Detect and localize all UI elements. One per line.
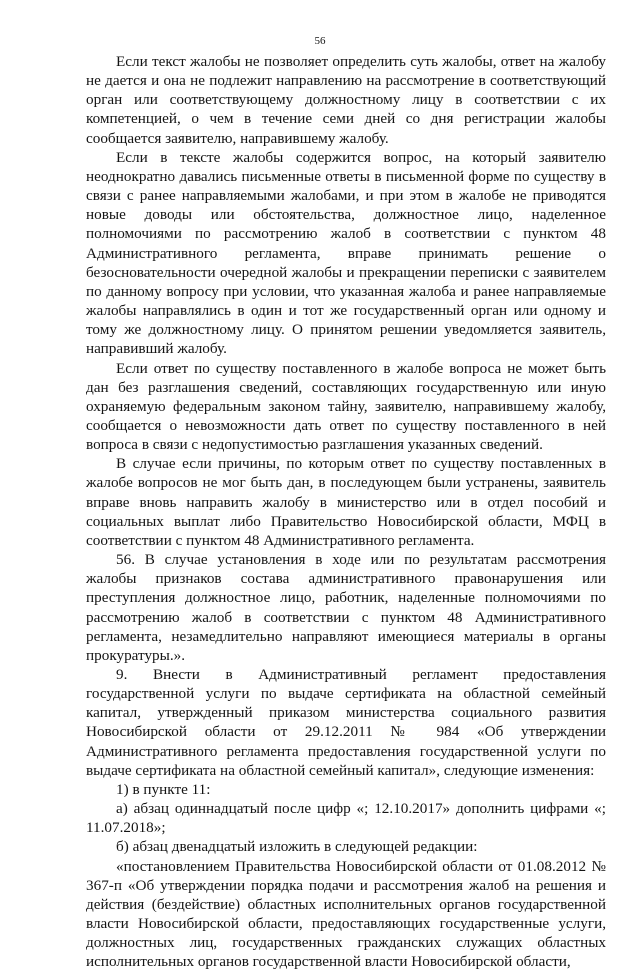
paragraph-repeated-complaint: Если в тексте жалобы содержится вопрос, на который заявителю неоднократно давались письменные ответы в письменной форме по существу в связи с ранее направляемыми жалобами, и при этом в жалобе не приводятся новые доводы или обстоятельства, должностное лицо, наделенное полномочиями по рассмотрению жалоб в соответствии с пунктом 48 Административного регламента, вправе принимать решение о безосновательности очередной жалобы и прекращении переписки с заявителем по данному вопросу при условии, что указанная жалоба и ранее направляемые жалобы направлялись в один и тот же государственный орган или одному и тому же должностному лицу. О принятом решении уведомляется заявитель, направивший жалобу. — [86, 148, 606, 358]
paragraph-state-secret: Если ответ по существу поставленного в жалобе вопроса не может быть дан без разглашения сведений, составляющих государственную или иную охраняемую федеральным законом тайну, заявителю, направившему жалобу, сообщается о невозможности дать ответ по существу поставленного в ней вопроса в связи с недопустимостью разглашения указанных сведений. — [86, 359, 606, 454]
paragraph-resubmission: В случае если причины, по которым ответ по существу поставленных в жалобе вопросов не мог быть дан, в последующем были устранены, заявитель вправе вновь направить жалобу в министерство или в отдел пособий и социальных выплат либо Правительство Новосибирской области, МФЦ в соответствии с пунктом 48 Административного регламента. — [86, 455, 606, 549]
page-number: 56 — [314, 35, 326, 47]
paragraph-item-9: 9. Внести в Административный регламент предоставления государственной услуги по выдаче сертификата на областной семейный капитал, утвержденный приказом министерства социального развития Новосибирской области от 29.12.2011 № 984 «Об утверждении Административного регламента предоставления государственной услуги по выдаче сертификата на областной семейный капитал», следующие изменения: — [86, 666, 606, 779]
document-body — [86, 52, 606, 972]
paragraph-subitem-b: б) абзац двенадцатый изложить в следующей редакции: — [116, 838, 478, 856]
paragraph-subitem-1: 1) в пункте 11: — [116, 780, 211, 798]
paragraph-subitem-a: а) абзац одиннадцатый после цифр «; 12.10.2017» дополнить цифрами «; 11.07.2018»; — [86, 800, 606, 837]
paragraph-unclear-complaint: Если текст жалобы не позволяет определить суть жалобы, ответ на жалобу не дается и она не подлежит направлению на рассмотрение в соответствующий орган или соответствующему должностному лицу в соответствии с их компетенцией, о чем в течение семи дней со дня регистрации жалобы сообщается заявителю, направившему жалобу. — [86, 53, 606, 147]
paragraph-item-56: 56. В случае установления в ходе или по результатам рассмотрения жалобы признаков состава административного правонарушения или преступления должностное лицо, работник, наделенные полномочиями по рассмотрению жалоб в соответствии с пунктом 48 Административного регламента, незамедлительно направляют имеющиеся материалы в органы прокуратуры.». — [86, 551, 606, 664]
paragraph-resolution-quote: «постановлением Правительства Новосибирской области от 01.08.2012 № 367-п «Об утверждении порядка подачи и рассмотрения жалоб на решения и действия (бездействие) областных исполнительных органов государственной власти Новосибирской области, предоставляющих государственные услуги, должностных лиц, государственных гражданских служащих областных исполнительных органов государственной власти Новосибирской области, — [86, 857, 606, 971]
